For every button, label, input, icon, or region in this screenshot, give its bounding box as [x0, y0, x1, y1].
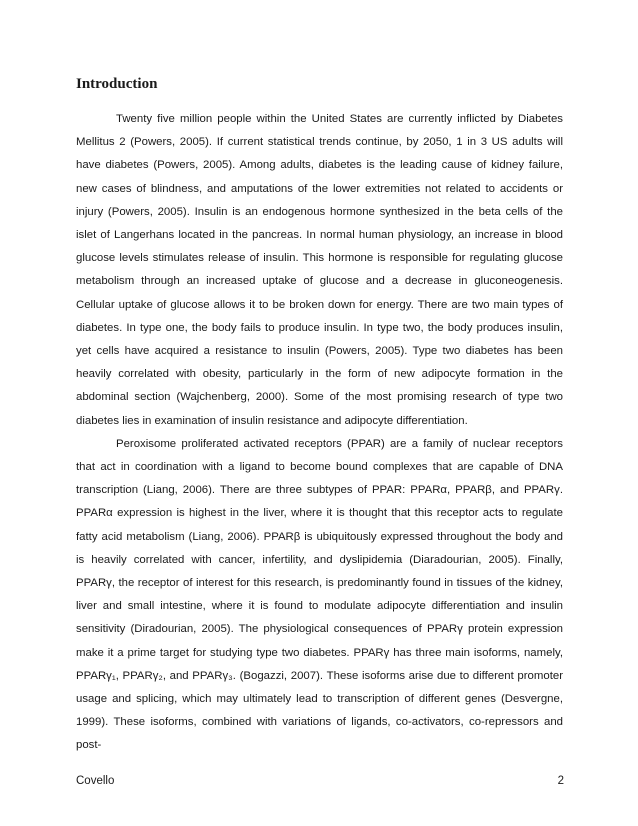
- paragraph-diabetes: Twenty five million people within the United States are currently inflicted by Diabetes Mellitus 2 (Powers, 2005). If current statistical trends continue, by 2050, 1 in 3 US adults will have diabetes (Powers, 2005). Among adults, diabetes is the leading cause of kidney failure, new cases of blindness, and amputations of the lower extremities not related to accidents or injury (Powers, 2005). Insulin is an endogenous hormone synthesized in the beta cells of the islet of Langerhans located in the pancreas. In normal human physiology, an increase in blood glucose levels stimulates release of insulin. This hormone is responsible for regulating glucose metabolism through an increased uptake of glucose and a decrease in gluconeogenesis. Cellular uptake of glucose allows it to be broken down for energy. There are two main types of diabetes. In type one, the body fails to produce insulin. In type two, the body produces insulin, yet cells have acquired a resistance to insulin (Powers, 2005). Type two diabetes has been heavily correlated with obesity, particularly in the form of new adipocyte formation in the abdominal section (Wajchenberg, 2000). Some of the most promising research of type two diabetes lies in examination of insulin resistance and adipocyte differentiation.: [76, 113, 563, 427]
- footer-author: Covello: [76, 775, 115, 787]
- paragraph-ppar: Peroxisome proliferated activated receptors (PPAR) are a family of nuclear receptors that act in coordination with a ligand to become bound complexes that are capable of DNA transcription (Liang, 2006). There are three subtypes of PPAR: PPARα, PPARβ, and PPARγ. PPARα expression is highest in the liver, where it is thought that this receptor acts to regulate fatty acid metabolism (Liang, 2006). PPARβ is ubiquitously expressed throughout the body and is heavily correlated with cancer, infertility, and dyslipidemia (Diaradourian, 2005). Finally, PPARγ, the receptor of interest for this research, is predominantly found in tissues of the kidney, liver and small intestine, where it is found to modulate adipocyte differentiation and insulin sensitivity (Diradourian, 2005). The physiological consequences of PPARγ protein expression make it a prime target for studying type two diabetes. PPARγ has three main isoforms, namely, PPARγ₁, PPARγ₂, and PPARγ₃. (Bogazzi, 2007). These isoforms arise due to different promoter usage and splicing, which may ultimately lead to transcription of different genes (Desvergne, 1999). These isoforms, combined with variations of ligands, co-activators, co-repressors and post-: [76, 437, 563, 752]
- section-heading: Introduction: [76, 76, 158, 92]
- body-text: [76, 108, 563, 758]
- footer-page-number: 2: [557, 775, 564, 787]
